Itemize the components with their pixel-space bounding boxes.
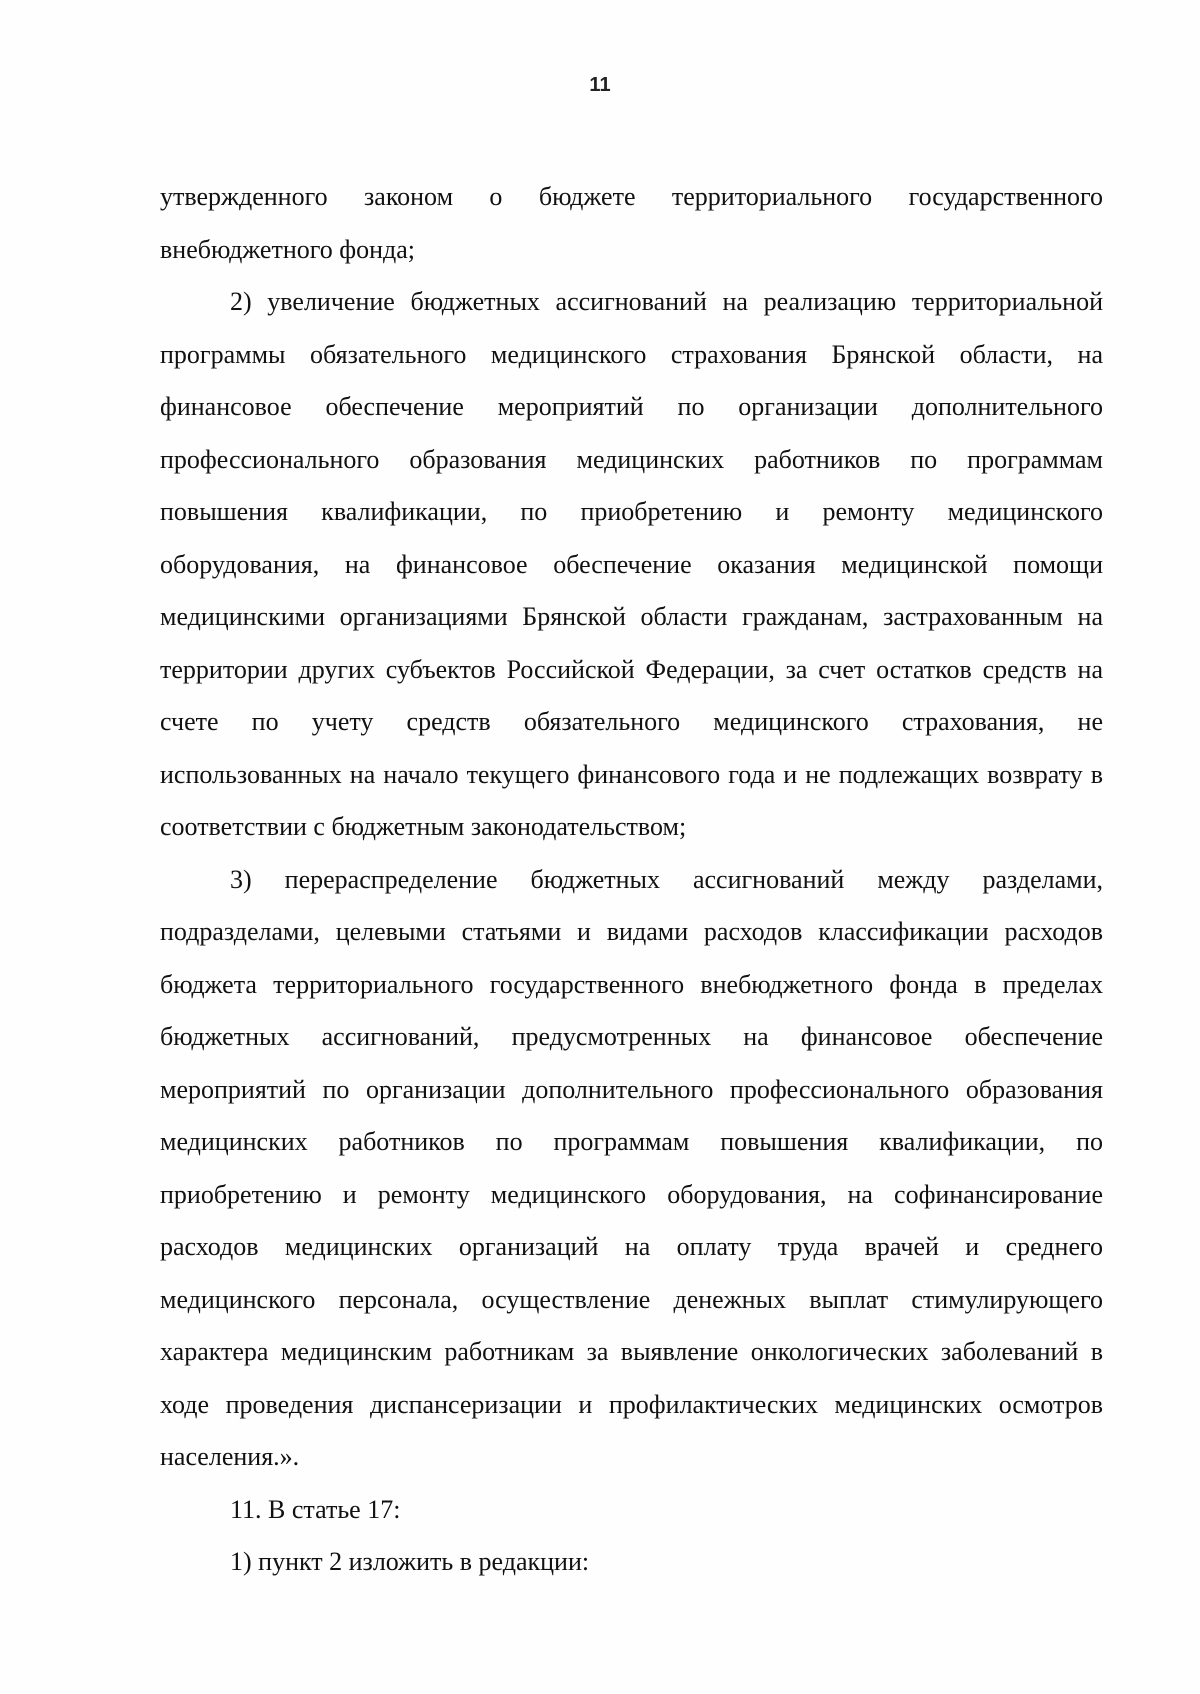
page-number: 11 bbox=[589, 74, 611, 96]
paragraph-item-2: 2) увеличение бюджетных ассигнований на реализацию территориальной программы обязательного медицинского страхования Брянской области, на финансовое обеспечение мероприятий по организации дополнительного профессионального образования медицинских работников по программам повышения квалификации, по приобретению и ремонту медицинского оборудования, на финансовое обеспечение оказания медицинской помощи медицинскими организациями Брянской области гражданам, застрахованным на территории других субъектов Российской Федерации, за счет остатков средств на счете по учету средств обязательного медицинского страхования, не использованных на начало текущего финансового года и не подлежащих возврату в соответствии с бюджетным законодательством; bbox=[160, 287, 1103, 841]
document-body bbox=[160, 171, 1103, 1589]
paragraph-item-1: 1) пункт 2 изложить в редакции: bbox=[230, 1547, 590, 1576]
paragraph-continuation: утвержденного законом о бюджете территориального государственного внебюджетного фонда; bbox=[160, 182, 1103, 264]
paragraph-article-17: 11. В статье 17: bbox=[230, 1494, 401, 1524]
paragraph-item-3: 3) перераспределение бюджетных ассигнований между разделами, подразделами, целевыми статьями и видами расходов классификации расходов бюджета территориального государственного внебюджетного фонда в пределах бюджетных ассигнований, предусмотренных на финансовое обеспечение мероприятий по организации дополнительного профессионального образования медицинских работников по программам повышения квалификации, по приобретению и ремонту медицинского оборудования, на софинансирование расходов медицинских организаций на оплату труда врачей и среднего медицинского персонала, осуществление денежных выплат стимулирующего характера медицинским работникам за выявление онкологических заболеваний в ходе проведения диспансеризации и профилактических медицинских осмотров населения.». bbox=[160, 864, 1103, 1471]
